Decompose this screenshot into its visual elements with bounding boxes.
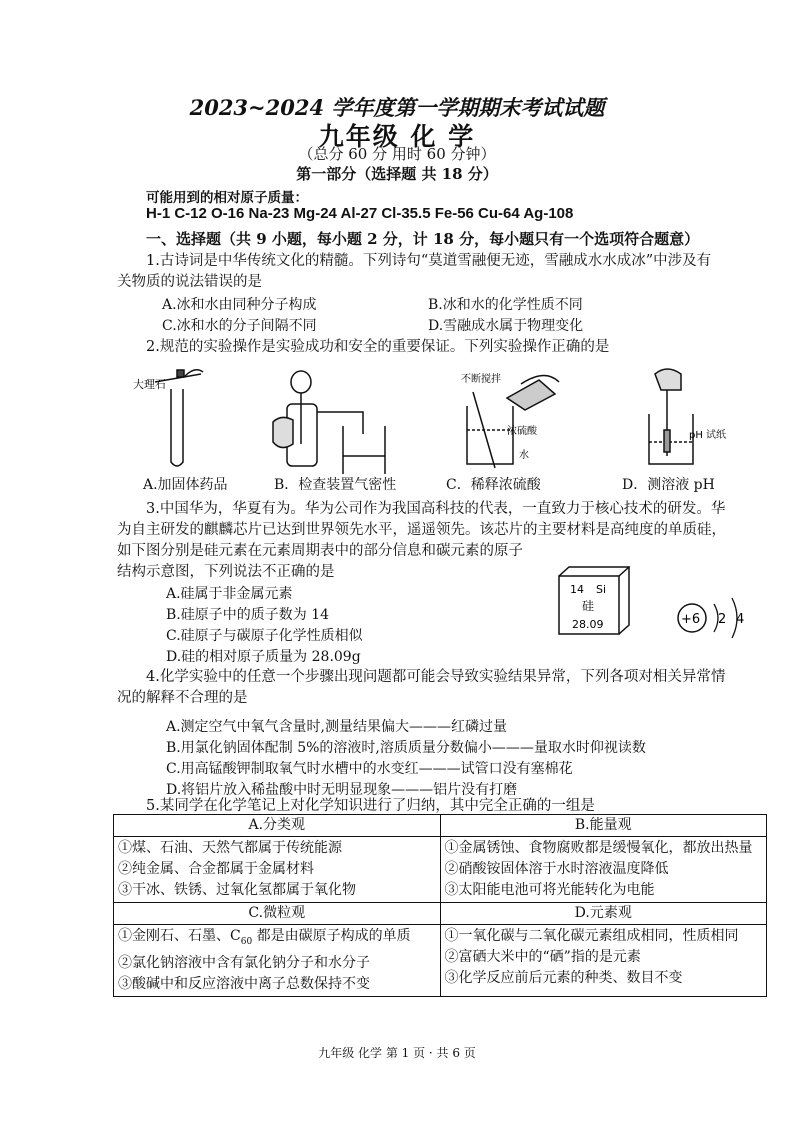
q5-c2: ②氯化钠溶液中含有氯化钠分子和水分子 [118,954,370,971]
q5-c1-part1: ①金刚石、石墨、C [118,928,241,944]
q1-stem-line2: 关物质的说法错误的是 [117,274,262,290]
q1-stem-line1: 1.古诗词是中华传统文化的精髓。下列诗句“莫道雪融便无迹，雪融成水水成冰”中涉及有 [146,253,712,269]
q2-fig-c-beaker [467,375,559,468]
atom-nucleus: +6 [681,612,701,627]
q1-option-d: D.雪融成水属于物理变化 [428,318,584,334]
q5-a3: ③干冰、铁锈、过氧化氢都属于氧化物 [118,882,356,898]
q2-label-marble: 大理石 [133,378,166,391]
page-footer: 九年级 化学 第 1 页 · 共 6 页 [318,1046,476,1060]
atomic-mass-label: 可能用到的相对原子质量： [146,190,308,206]
q3-element-card [558,566,630,636]
q5-stem: 5.某同学在化学笔记上对化学知识进行了归纳，其中完全正确的一组是 [146,798,595,814]
q5-cell-d [440,925,767,997]
q4-option-b: B.用氯化钠固体配制 5%的溶液时,溶质质量分数偏小———量取水时仰视读数 [166,740,646,756]
q5-a1: ①煤、石油、天然气都属于传统能源 [118,840,342,856]
q5-table [113,814,767,997]
q3-stem-line1: 3.中国华为，华夏有为。华为公司作为我国高科技的代表，一直致力于核心技术的研发。华 [146,501,726,517]
element-number: 14 [570,583,584,596]
q2-label-ph: pH 试纸 [689,430,727,441]
q5-d3: ③化学反应前后元素的种类、数目不变 [444,970,683,986]
q2-label-stir: 不断搅拌 [461,374,501,385]
q2-figures [115,364,765,474]
part-title: 第一部分（选择题 共 18 分） [296,165,498,183]
q1-option-c: C.冰和水的分子间隔不同 [162,318,317,334]
q5-b2: ②硝酸铵固体溶于水时溶液温度降低 [444,861,669,877]
q2-option-a: A.加固体药品 [143,477,228,493]
q5-c1-part2: 都是由碳原子构成的单质 [252,928,411,944]
q1-option-b: B.冰和水的化学性质不同 [428,297,583,313]
q4-option-d: D.将铝片放入稀盐酸中时无明显现象———铝片没有打磨 [166,782,518,798]
q3-option-a: A.硅属于非金属元素 [166,586,293,602]
q5-head-c: C.微粒观 [114,903,441,925]
q5-cell-b [440,837,767,903]
q5-d2: ②富硒大米中的“硒”指的是元素 [444,949,641,965]
q4-stem-line1: 4.化学实验中的任意一个步骤出现问题都可能会导致实验结果异常，下列各项对相关异常情 [146,669,726,685]
q2-fig-d-ph-test [649,369,693,464]
q5-head-a: A.分类观 [114,815,441,837]
q3-option-c: C.硅原子与碳原子化学性质相似 [166,628,363,644]
q5-cell-c [114,925,441,997]
q5-a2: ②纯金属、合金都属于金属材料 [118,861,314,877]
q3-option-d: D.硅的相对原子质量为 28.09g [166,649,361,665]
q2-stem: 2.规范的实验操作是实验成功和安全的重要保证。下列实验操作正确的是 [146,339,610,355]
element-mass: 28.09 [572,618,604,631]
q5-c1 [118,926,436,953]
element-name: 硅 [582,599,595,613]
q4-option-c: C.用高锰酸钾制取氧气时水槽中的水变红———试管口没有塞棉花 [166,761,573,777]
atom-shell-2: 4 [736,612,745,627]
element-symbol: Si [596,583,607,596]
q3-stem-line4: 结构示意图，下列说法不正确的是 [117,564,335,580]
q5-c3: ③酸碱中和反应溶液中离子总数保持不变 [118,975,370,992]
section-title: 一、选择题（共 9 小题，每小题 2 分，计 18 分，每小题只有一个选项符合题意） [146,230,700,248]
q4-stem-line2: 况的解释不合理的是 [117,690,248,706]
q3-atom-diagram [674,592,764,652]
q2-option-d: D．测溶液 pH [622,477,715,493]
q1-option-a: A.冰和水由同种分子构成 [162,297,317,313]
atom-shell-1: 2 [718,612,727,627]
q5-b1: ①金属锈蚀、食物腐败都是缓慢氧化，都放出热量 [444,840,753,856]
q5-b3: ③太阳能电池可将光能转化为电能 [444,882,655,898]
atomic-mass-values: H-1 C-12 O-16 Na-23 Mg-24 Al-27 Cl-35.5 Fe-56 Cu-64 Ag-108 [146,205,574,222]
q2-option-c: C．稀释浓硫酸 [446,477,541,493]
q2-label-water: 水 [519,450,529,461]
q5-cell-a [114,837,441,903]
q5-head-d: D.元素观 [440,903,767,925]
q2-label-acid: 浓硫酸 [507,426,537,437]
q5-c1-sub: 60 [240,936,253,947]
q4-option-a: A.测定空气中氧气含量时,测量结果偏大———红磷过量 [166,719,508,735]
exam-info: （总分 60 分 用时 60 分钟） [298,145,496,163]
q5-head-b: B.能量观 [440,815,767,837]
exam-subject: 九年级 化 学 [318,122,476,151]
q3-option-b: B.硅原子中的质子数为 14 [166,607,330,623]
q2-option-b: B．检查装置气密性 [274,477,397,493]
q3-stem-line2: 为自主研发的麒麟芯片已达到世界领先水平，遥遥领先。该芯片的主要材料是高纯度的单质硅， [117,522,726,538]
q2-fig-b-apparatus [273,371,385,474]
exam-title: 2023~2024 学年度第一学期期末考试试题 [189,95,605,120]
q3-stem-line3: 如下图分别是硅元素在元素周期表中的部分信息和碳元素的原子 [117,543,523,559]
q5-d1: ①一氧化碳与二氧化碳元素组成相同，性质相同 [444,928,739,944]
